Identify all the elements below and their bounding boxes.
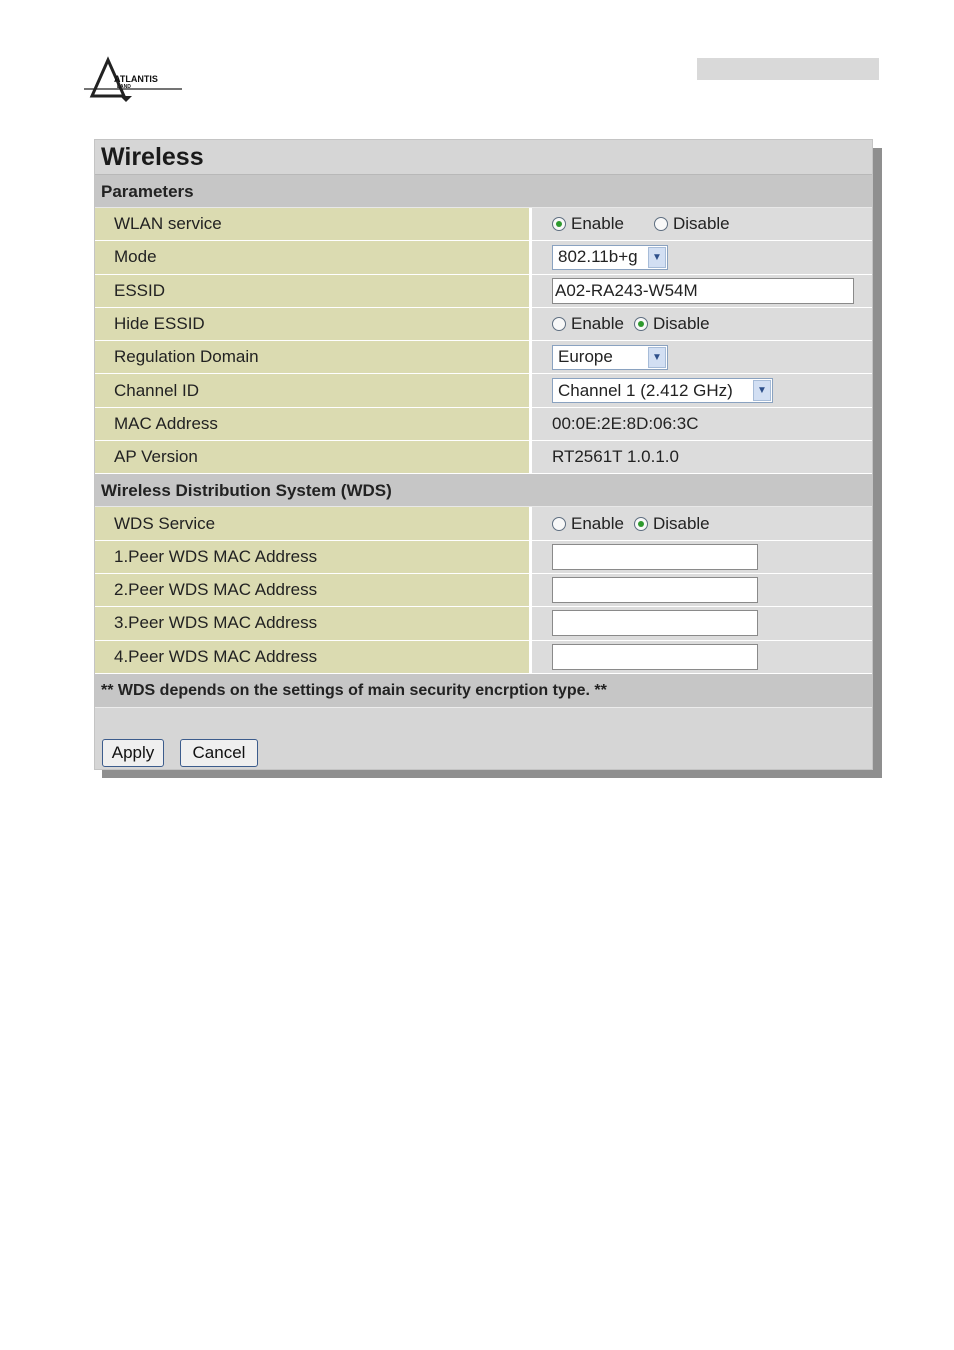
header-bar bbox=[697, 58, 879, 80]
hide-essid-label: Hide ESSID bbox=[95, 308, 532, 340]
ap-version-row bbox=[95, 441, 872, 474]
peer-wds-mac-label-4: 4.Peer WDS MAC Address bbox=[95, 641, 532, 673]
hide-essid-enable-radio[interactable] bbox=[552, 314, 624, 334]
peer-wds-mac-input-4[interactable] bbox=[552, 644, 758, 670]
wlan-service-radio-group bbox=[552, 214, 740, 234]
ap-version-label: AP Version bbox=[95, 441, 532, 473]
chevron-down-icon[interactable]: ▼ bbox=[648, 347, 666, 368]
wlan-service-disable-radio[interactable] bbox=[654, 214, 730, 234]
peer-wds-mac-label-1: 1.Peer WDS MAC Address bbox=[95, 541, 532, 573]
radio-unchecked-icon bbox=[552, 517, 566, 531]
peer-wds-mac-input-2[interactable] bbox=[552, 577, 758, 603]
channel-id-select-value: Channel 1 (2.412 GHz) bbox=[558, 380, 733, 400]
radio-checked-icon bbox=[552, 217, 566, 231]
peer-wds-mac-input-3[interactable] bbox=[552, 610, 758, 636]
peer-wds-mac-row-3 bbox=[95, 607, 872, 640]
hide-essid-disable-label: Disable bbox=[652, 314, 710, 334]
channel-id-label: Channel ID bbox=[95, 374, 532, 406]
wlan-service-enable-radio[interactable] bbox=[552, 214, 624, 234]
mode-label: Mode bbox=[95, 241, 532, 273]
wireless-panel bbox=[94, 139, 873, 770]
button-bar bbox=[95, 707, 872, 770]
peer-wds-mac-row-4 bbox=[95, 641, 872, 674]
cancel-button[interactable]: Cancel bbox=[180, 739, 258, 767]
mode-row bbox=[95, 241, 872, 274]
hide-essid-disable-radio[interactable] bbox=[634, 314, 710, 334]
essid-row bbox=[95, 275, 872, 308]
peer-wds-mac-row-1 bbox=[95, 541, 872, 574]
regulation-domain-label: Regulation Domain bbox=[95, 341, 532, 373]
atlantis-land-logo bbox=[84, 56, 184, 104]
logo-subtext: LAND bbox=[117, 84, 131, 90]
channel-id-row bbox=[95, 374, 872, 407]
parameters-section-header: Parameters bbox=[95, 175, 872, 208]
wds-section-header: Wireless Distribution System (WDS) bbox=[95, 474, 872, 507]
peer-wds-mac-label-3: 3.Peer WDS MAC Address bbox=[95, 607, 532, 639]
radio-unchecked-icon bbox=[654, 217, 668, 231]
chevron-down-icon[interactable]: ▼ bbox=[648, 247, 666, 268]
regulation-domain-row bbox=[95, 341, 872, 374]
peer-wds-mac-row-2 bbox=[95, 574, 872, 607]
wds-service-enable-label: Enable bbox=[571, 513, 624, 533]
page-title: Wireless bbox=[95, 140, 872, 175]
hide-essid-radio-group bbox=[552, 314, 720, 334]
peer-wds-mac-label-2: 2.Peer WDS MAC Address bbox=[95, 574, 532, 606]
ap-version-value: RT2561T 1.0.1.0 bbox=[532, 441, 872, 473]
radio-checked-icon bbox=[634, 317, 648, 331]
wds-service-disable-radio[interactable] bbox=[634, 514, 710, 534]
apply-button[interactable]: Apply bbox=[102, 739, 164, 767]
wlan-service-disable-label: Disable bbox=[672, 214, 730, 234]
hide-essid-row bbox=[95, 308, 872, 341]
essid-input[interactable]: A02-RA243-W54M bbox=[552, 278, 854, 304]
channel-id-select[interactable] bbox=[552, 378, 773, 403]
wds-service-label: WDS Service bbox=[95, 507, 532, 539]
mac-address-value: 00:0E:2E:8D:06:3C bbox=[532, 408, 872, 440]
wlan-service-label: WLAN service bbox=[95, 208, 532, 240]
wlan-service-enable-label: Enable bbox=[571, 214, 624, 234]
regulation-domain-select[interactable] bbox=[552, 345, 668, 370]
wds-service-disable-label: Disable bbox=[652, 513, 710, 533]
wlan-service-row bbox=[95, 208, 872, 241]
mode-select[interactable] bbox=[552, 245, 668, 270]
wds-service-radio-group bbox=[552, 514, 720, 534]
wds-service-row bbox=[95, 507, 872, 540]
essid-label: ESSID bbox=[95, 275, 532, 307]
radio-unchecked-icon bbox=[552, 317, 566, 331]
peer-wds-mac-input-1[interactable] bbox=[552, 544, 758, 570]
mac-address-row bbox=[95, 408, 872, 441]
regulation-domain-select-value: Europe bbox=[558, 347, 613, 367]
hide-essid-enable-label: Enable bbox=[571, 314, 624, 334]
wds-note: ** WDS depends on the settings of main security encrption type. ** bbox=[95, 674, 872, 707]
chevron-down-icon[interactable]: ▼ bbox=[753, 380, 771, 401]
radio-checked-icon bbox=[634, 517, 648, 531]
mac-address-label: MAC Address bbox=[95, 408, 532, 440]
mode-select-value: 802.11b+g bbox=[558, 247, 638, 267]
wds-service-enable-radio[interactable] bbox=[552, 514, 624, 534]
logo-text: ATLANTIS bbox=[114, 74, 158, 84]
